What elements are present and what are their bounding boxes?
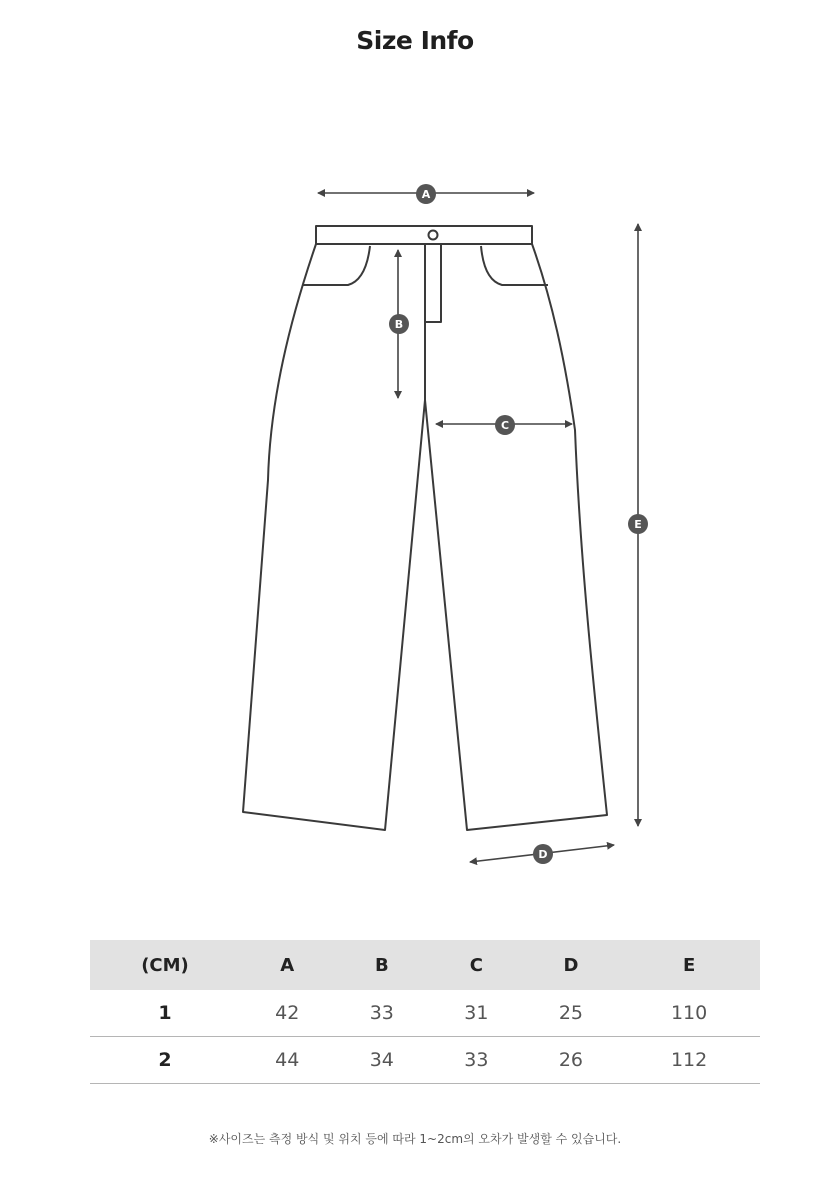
measurement-note: ※사이즈는 측정 방식 및 위치 등에 따라 1~2cm의 오차가 발생할 수 있습니다. (208, 1132, 622, 1146)
marker-d-label: D (538, 848, 548, 861)
header-c: C (429, 940, 524, 990)
left-pocket (302, 246, 370, 285)
cell-e: 110 (618, 990, 760, 1037)
row-size: 1 (90, 990, 240, 1037)
header-unit: (CM) (90, 940, 240, 990)
cell-d: 26 (524, 1037, 619, 1084)
marker-e-label: E (634, 518, 642, 531)
table-header-row (90, 940, 760, 990)
marker-b (389, 314, 409, 334)
cell-a: 44 (240, 1037, 335, 1084)
pants-outline (243, 226, 607, 830)
header-b: B (335, 940, 430, 990)
button (429, 231, 438, 240)
cell-b: 34 (335, 1037, 430, 1084)
cell-b: 33 (335, 990, 430, 1037)
size-table (90, 940, 760, 1084)
page-title: Size Info (356, 26, 474, 55)
marker-c-label: C (500, 419, 510, 432)
marker-a-label: A (421, 188, 431, 201)
waistband (316, 226, 532, 244)
marker-c (495, 415, 515, 435)
header-d: D (524, 940, 619, 990)
row-size: 2 (90, 1037, 240, 1084)
cell-c: 31 (429, 990, 524, 1037)
marker-a (416, 184, 436, 204)
header-e: E (618, 940, 760, 990)
marker-e (628, 514, 648, 534)
cell-c: 33 (429, 1037, 524, 1084)
table-row (90, 990, 760, 1037)
fly-stitch (425, 244, 441, 322)
header-a: A (240, 940, 335, 990)
cell-a: 42 (240, 990, 335, 1037)
marker-d (533, 844, 553, 864)
marker-b-label: B (394, 318, 404, 331)
cell-d: 25 (524, 990, 619, 1037)
cell-e: 112 (618, 1037, 760, 1084)
table-row (90, 1037, 760, 1084)
right-pocket (481, 246, 548, 285)
measure-lines (318, 193, 638, 862)
